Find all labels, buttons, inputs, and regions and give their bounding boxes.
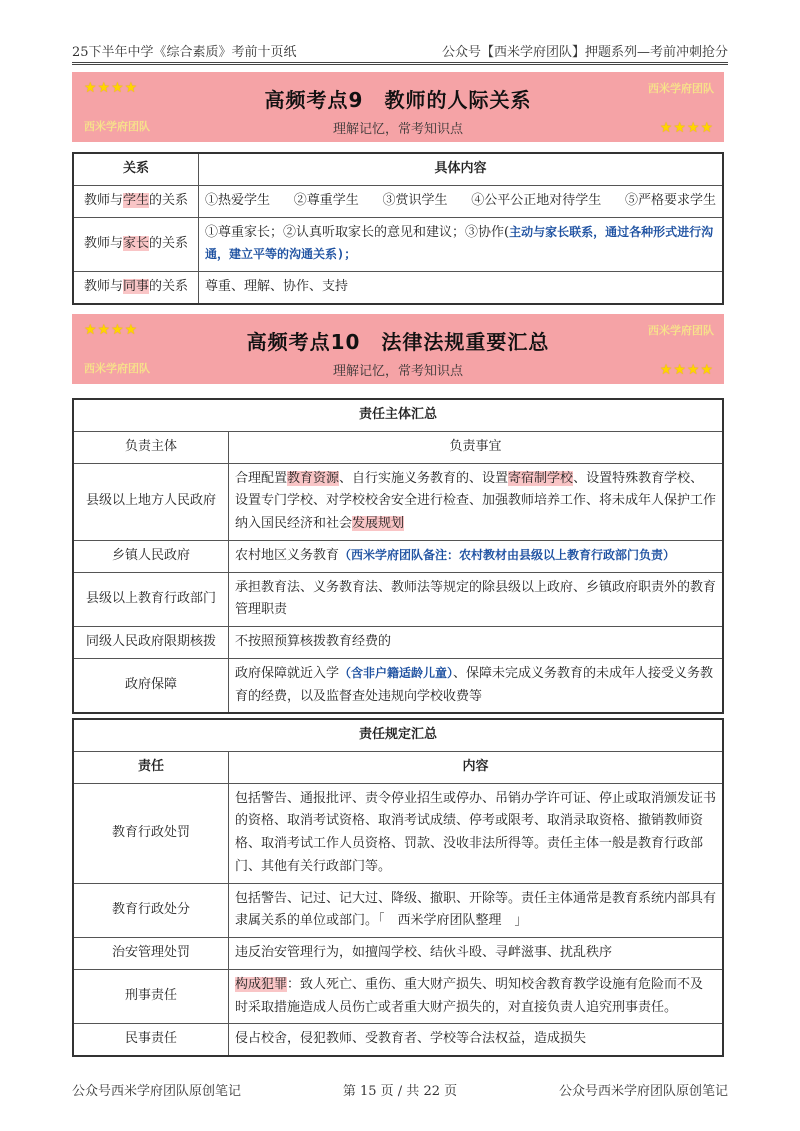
content-cell: 尊重、理解、协作、支持 [199, 272, 724, 304]
star-rating-icon: ★★★★ [659, 120, 714, 136]
teacher-relations-table [72, 152, 724, 305]
table-header-row [73, 751, 723, 783]
page-number: 第 15 页 / 共 22 页 [342, 1084, 458, 1099]
watermark-text: 西米学府团队 [84, 362, 150, 375]
subject-cell: 政府保障 [73, 658, 229, 713]
content-cell: 合理配置教育资源、自行实施义务教育的、设置寄宿制学校、设置特殊教育学校、设置专门学校、对学校校舍安全进行检查、加强教师培养工作、将未成年人保护工作纳入国民经济和社会发展规划 [229, 463, 724, 540]
content-cell: 农村地区义务教育（西米学府团队备注：农村教材由县级以上教育行政部门负责） [229, 540, 724, 572]
content-cell: 包括警告、通报批评、责令停业招生或停办、吊销办学许可证、停止或取消颁发证书的资格、取消考试资格、取消考试成绩、停考或限考、取消录取资格、撤销教师资格、取消考试工作人员资格、罚款、没收非法所得等。责任主体一般是教育行政部门、其他有关行政部门等。 [229, 783, 724, 883]
star-rating-icon: ★★★★ [84, 80, 139, 96]
duty-cell: 教育行政处分 [73, 883, 229, 938]
subject-cell: 县级以上教育行政部门 [73, 572, 229, 627]
table-caption-row [73, 399, 723, 431]
banner-title: 高频考点9 教师的人际关系 [264, 88, 532, 112]
banner-title: 高频考点10 法律法规重要汇总 [246, 330, 550, 354]
table-row [73, 463, 723, 540]
content-cell: 包括警告、记过、记大过、降级、撤职、开除等。责任主体通常是教育系统内部具有隶属关系的单位或部门。「 西米学府团队整理 」 [229, 883, 724, 938]
relation-cell: 教师与同事的关系 [73, 272, 199, 304]
table-header-row [73, 153, 723, 185]
table-row [73, 540, 723, 572]
table-header-row [73, 431, 723, 463]
column-header: 负责主体 [73, 431, 229, 463]
content-cell: ①热爱学生 ②尊重学生 ③赏识学生 ④公平公正地对待学生 ⑤严格要求学生 [199, 185, 724, 217]
subject-cell: 同级人民政府限期核拨 [73, 627, 229, 659]
topic-banner-9 [72, 72, 724, 142]
subject-cell: 乡镇人民政府 [73, 540, 229, 572]
content-cell: 承担教育法、义务教育法、教师法等规定的除县级以上政府、乡镇政府职责外的教育管理职责 [229, 572, 724, 627]
table-row [73, 217, 723, 272]
subject-cell: 县级以上地方人民政府 [73, 463, 229, 540]
table-row [73, 185, 723, 217]
responsibility-rules-table [72, 718, 724, 1057]
duty-cell: 教育行政处罚 [73, 783, 229, 883]
content-cell: 侵占校舍，侵犯教师、受教育者、学校等合法权益，造成损失 [229, 1024, 724, 1056]
watermark-text: 西米学府团队 [648, 324, 714, 337]
table-caption: 责任主体汇总 [73, 399, 723, 431]
watermark-text: 西米学府团队 [648, 82, 714, 95]
topic-banner-10 [72, 314, 724, 384]
column-header: 关系 [73, 153, 199, 185]
table-caption: 责任规定汇总 [73, 719, 723, 751]
column-header: 负责事宜 [229, 431, 724, 463]
header-right-title: 公众号【西米学府团队】押题系列—考前冲刺抢分 [441, 45, 728, 60]
star-rating-icon: ★★★★ [659, 362, 714, 378]
content-cell: 违反治安管理行为，如擅闯学校、结伙斗殴、寻衅滋事、扰乱秩序 [229, 938, 724, 970]
column-header: 责任 [73, 751, 229, 783]
banner-subtitle: 理解记忆，常考知识点 [332, 122, 463, 137]
banner-subtitle: 理解记忆，常考知识点 [332, 364, 463, 379]
footer-left-text: 公众号西米学府团队原创笔记 [72, 1084, 242, 1099]
duty-cell: 民事责任 [73, 1024, 229, 1056]
watermark-text: 西米学府团队 [84, 120, 150, 133]
table-row [73, 783, 723, 883]
relation-cell: 教师与学生的关系 [73, 185, 199, 217]
table-row [73, 1024, 723, 1056]
responsibility-subjects-table [72, 398, 724, 714]
header-left-title: 25下半年中学《综合素质》考前十页纸 [72, 45, 297, 60]
duty-cell: 治安管理处罚 [73, 938, 229, 970]
page-header [72, 36, 728, 65]
page-footer [72, 1080, 728, 1099]
table-row [73, 883, 723, 938]
table-row [73, 272, 723, 304]
footer-right-text: 公众号西米学府团队原创笔记 [558, 1084, 728, 1099]
content-cell: 政府保障就近入学（含非户籍适龄儿童）、保障未完成义务教育的未成年人接受义务教育的经费，以及监督查处违规向学校收费等 [229, 658, 724, 713]
duty-cell: 刑事责任 [73, 969, 229, 1024]
star-rating-icon: ★★★★ [84, 322, 139, 338]
column-header: 具体内容 [199, 153, 724, 185]
table-caption-row [73, 719, 723, 751]
table-row [73, 938, 723, 970]
content-cell: ①尊重家长；②认真听取家长的意见和建议；③协作(主动与家长联系，通过各种形式进行沟通，建立平等的沟通关系)； [199, 217, 724, 272]
table-row [73, 627, 723, 659]
relation-cell: 教师与家长的关系 [73, 217, 199, 272]
content-cell: 不按照预算核拨教育经费的 [229, 627, 724, 659]
table-row [73, 658, 723, 713]
column-header: 内容 [229, 751, 724, 783]
content-cell: 构成犯罪：致人死亡、重伤、重大财产损失、明知校舍教育教学设施有危险而不及时采取措施造成人员伤亡或者重大财产损失的，对直接负责人追究刑事责任。 [229, 969, 724, 1024]
table-row [73, 572, 723, 627]
table-row [73, 969, 723, 1024]
